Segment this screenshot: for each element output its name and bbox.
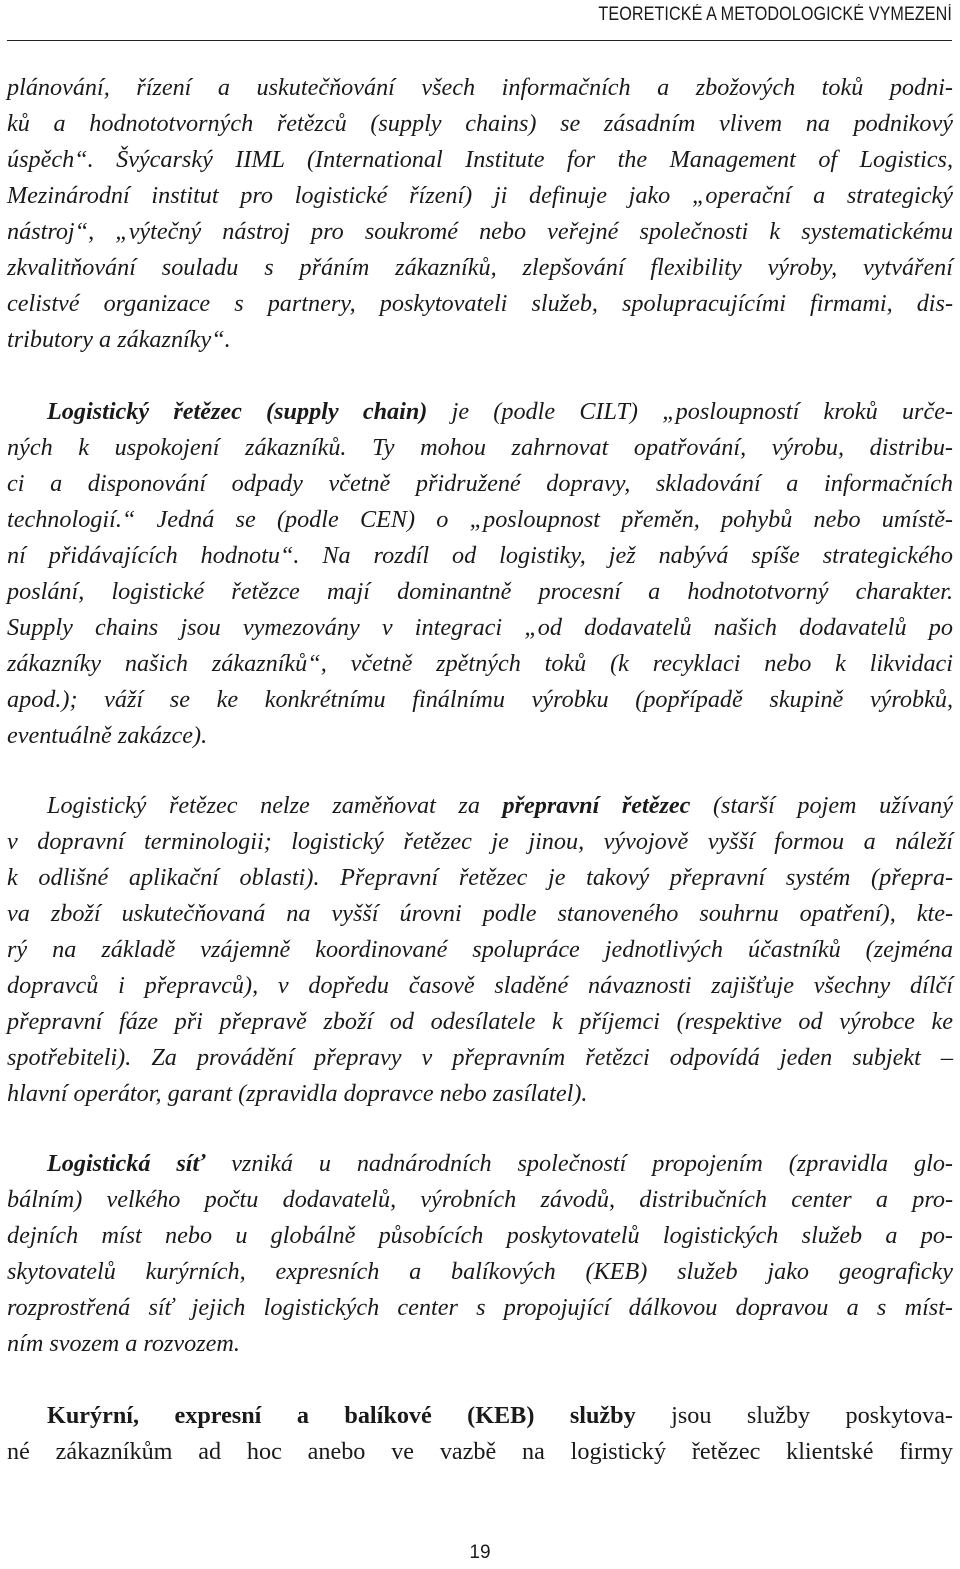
- text-line: poslání, logistické řetězce mají dominantně procesní a hodnototvorný charakter.: [7, 578, 953, 605]
- text-segment: Logistický řetězec nelze zaměňovat za: [47, 792, 503, 819]
- text-line: [7, 394, 953, 430]
- text-line: Supply chains jsou vymezovány v integraci „od dodavatelů našich dodavatelů po: [7, 614, 953, 641]
- paragraph-keb-services: [7, 1398, 953, 1470]
- text-segment: vzniká u nadnárodních společností propojením (zpravidla glo-: [205, 1150, 953, 1177]
- text-line: přepravní fáze při přepravě zboží od odesílatele k příjemci (respektive od výrobce ke: [7, 1008, 953, 1035]
- text-line: [7, 788, 953, 824]
- term-logistics-network: Logistická síť: [47, 1150, 206, 1177]
- text-line: bálním) velkého počtu dodavatelů, výrobních závodů, distribučních center a pro-: [7, 1186, 953, 1213]
- text-line: hlavní operátor, garant (zpravidla dopravce nebo zasílatel).: [7, 1080, 588, 1107]
- text-line: né zákazníkům ad hoc anebo ve vazbě na logistický řetězec klientské firmy: [7, 1438, 953, 1465]
- text-line: ků a hodnototvorných řetězců (supply chains) se zásadním vlivem na podnikový: [7, 110, 953, 137]
- text-line: rý na základě vzájemně koordinované spolupráce jednotlivých účastníků (zejména: [7, 936, 953, 963]
- text-line: rozprostřená síť jejich logistických center s propojující dálkovou dopravou a s míst-: [7, 1294, 953, 1321]
- page-number: 19: [469, 1542, 491, 1563]
- text-line: zkvalitňování souladu s přáním zákazníků, zlepšování flexibility výroby, vytváření: [7, 254, 953, 281]
- text-line: technologií.“ Jedná se (podle CEN) o „posloupnost přeměn, pohybů nebo umístě-: [7, 506, 953, 533]
- text-line: celistvé organizace s partnery, poskytovateli služeb, spolupracujícími firmami, dis-: [7, 290, 953, 317]
- text-line: ní přidávajících hodnotu“. Na rozdíl od logistiky, jež nabývá spíše strategického: [7, 542, 953, 569]
- text-line: ním svozem a rozvozem.: [7, 1330, 240, 1357]
- text-line: v dopravní terminologii; logistický řetězec je jinou, vývojově vyšší formou a náleží: [7, 828, 953, 855]
- paragraph-logistics-network: [7, 1146, 953, 1362]
- paragraph-supply-chain: [7, 394, 953, 754]
- text-line: va zboží uskutečňovaná na vyšší úrovni podle stanoveného souhrnu opatření), kte-: [7, 900, 953, 927]
- term-transport-chain: přepravní řetězec: [502, 792, 691, 819]
- text-line: tributory a zákazníky“.: [7, 326, 231, 353]
- term-supply-chain: Logistický řetězec (supply chain): [47, 398, 428, 425]
- text-line: skytovatelů kurýrních, expresních a balíkových (KEB) služeb jako geograficky: [7, 1258, 953, 1285]
- text-line: k odlišné aplikační oblasti). Přepravní řetězec je takový přepravní systém (přepra-: [7, 864, 953, 891]
- text-segment: (starší pojem užívaný: [690, 792, 953, 819]
- running-header: TEORETICKÉ A METODOLOGICKÉ VYMEZENÍ: [598, 4, 952, 25]
- header-rule: [7, 40, 952, 41]
- paragraph-transport-chain: [7, 788, 953, 1112]
- text-line: [7, 1398, 953, 1434]
- text-line: zákazníky našich zákazníků“, včetně zpětných toků (k recyklaci nebo k likvidaci: [7, 650, 953, 677]
- text-line: Mezinárodní institut pro logistické řízení) ji definuje jako „operační a strategický: [7, 182, 953, 209]
- text-segment: je (podle CILT) „posloupností kroků urče-: [427, 398, 953, 425]
- text-segment: jsou služby poskytova-: [635, 1402, 953, 1429]
- paragraph-logistics-definition: [7, 70, 953, 358]
- text-line: dejních míst nebo u globálně působících poskytovatelů logistických služeb a po-: [7, 1222, 953, 1249]
- text-line: ných k uspokojení zákazníků. Ty mohou zahrnovat opatřování, výrobu, distribu-: [7, 434, 953, 461]
- text-line: ci a disponování odpady včetně přidružené dopravy, skladování a informačních: [7, 470, 953, 497]
- text-line: spotřebiteli). Za provádění přepravy v přepravním řetězci odpovídá jeden subjekt –: [7, 1044, 953, 1071]
- text-line: dopravců i přepravců), v dopředu časově sladěné návaznosti zajišťuje všechny dílčí: [7, 972, 953, 999]
- text-line: nástroj“, „výtečný nástroj pro soukromé nebo veřejné společnosti k systematickému: [7, 218, 953, 245]
- text-line: úspěch“. Švýcarský IIML (International Institute for the Management of Logistics,: [7, 146, 953, 173]
- text-line: eventuálně zakázce).: [7, 722, 208, 749]
- text-line: apod.); váží se ke konkrétnímu finálnímu výrobku (popřípadě skupině výrobků,: [7, 686, 953, 713]
- text-line: plánování, řízení a uskutečňování všech informačních a zbožových toků podni-: [7, 74, 953, 101]
- text-line: [7, 1146, 953, 1182]
- term-keb-services: Kurýrní, expresní a balíkové (KEB) služby: [47, 1402, 636, 1429]
